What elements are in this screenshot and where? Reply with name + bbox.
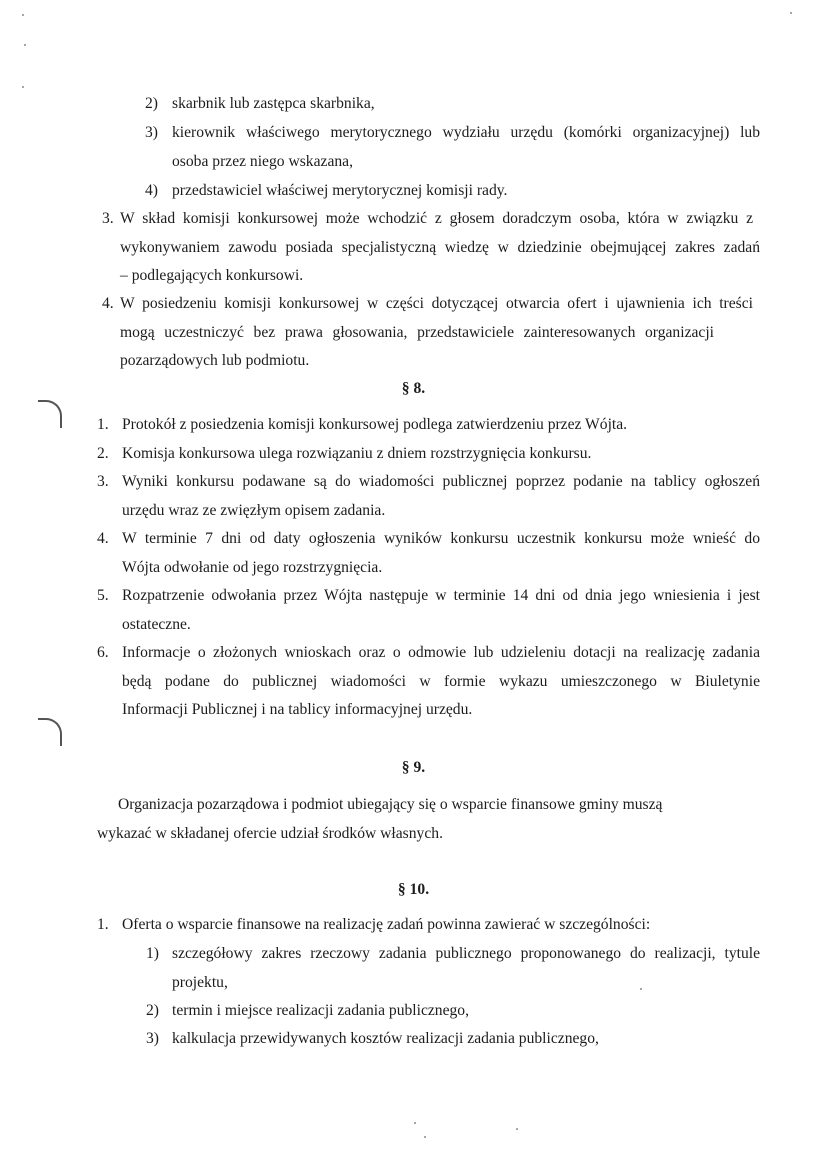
paragraph-text: Protokół z posiedzenia komisji konkursowej podlega zatwierdzeniu przez Wójta. (122, 416, 628, 433)
paragraph-text: Oferta o wsparcie finansowe na realizację zadań powinna zawierać w szczególności: (122, 916, 651, 933)
list-number: 2) (146, 1002, 159, 1019)
paragraph-text: urzędu wraz ze zwięzłym opisem zadania. (122, 502, 386, 519)
list-item-text: projektu, (172, 974, 228, 991)
scan-speck (640, 988, 642, 990)
list-item-text: kalkulacja przewidywanych kosztów realizacji zadania publicznego, (172, 1030, 599, 1047)
list-number: 4) (145, 182, 158, 199)
paragraph-number: 4. (102, 295, 114, 312)
section-heading: § 10. (397, 881, 430, 898)
list-number: 2) (145, 95, 158, 112)
paragraph-number: 3. (97, 473, 109, 490)
binder-hole-mark (38, 718, 62, 746)
paragraph-text: Wyniki konkursu podawane są do wiadomości publicznej poprzez podanie na tablicy ogłoszeń (122, 473, 760, 490)
paragraph-text: wykonywaniem zawodu posiada specjalistyczną wiedzę w dziedzinie obejmującej zakres zadań (120, 239, 760, 256)
paragraph-number: 2. (97, 445, 109, 462)
paragraph-text: W skład komisji konkursowej może wchodzić z głosem doradczym osoba, która w związku z (120, 210, 753, 227)
scan-speck (790, 12, 792, 14)
paragraph-number: 1. (97, 916, 109, 933)
scan-speck (24, 44, 26, 46)
list-item-text: osoba przez niego wskazana, (172, 153, 353, 170)
list-number: 1) (146, 945, 159, 962)
list-item-text: kierownik właściwego merytorycznego wydziału urzędu (komórki organizacyjnej) lub (172, 124, 760, 141)
binder-hole-mark (38, 400, 62, 428)
scan-speck (414, 1122, 416, 1124)
paragraph-number: 6. (97, 644, 109, 661)
paragraph-text: W terminie 7 dni od daty ogłoszenia wyników konkursu uczestnik konkursu może wnieść do (122, 530, 760, 547)
list-item-text: skarbnik lub zastępca skarbnika, (172, 95, 375, 112)
paragraph-text: W posiedzeniu komisji konkursowej w części dotyczącej otwarcia ofert i ujawnienia ich treści (120, 295, 753, 312)
paragraph-number: 5. (97, 587, 109, 604)
list-item-text: przedstawiciel właściwej merytorycznej komisji rady. (172, 182, 508, 199)
paragraph-text: mogą uczestniczyć bez prawa głosowania, przedstawiciele zainteresowanych organizacji (120, 324, 714, 341)
list-item-text: szczegółowy zakres rzeczowy zadania publicznego proponowanego do realizacji, tytule (172, 945, 760, 962)
paragraph-text: Informacje o złożonych wnioskach oraz o odmowie lub udzieleniu dotacji na realizację zadania (122, 644, 760, 661)
section-heading: § 8. (401, 380, 426, 397)
list-item-text: termin i miejsce realizacji zadania publicznego, (172, 1002, 470, 1019)
paragraph-text: Organizacja pozarządowa i podmiot ubiegający się o wsparcie finansowe gminy muszą (118, 796, 663, 813)
paragraph-text: pozarządowych lub podmiotu. (120, 352, 310, 369)
paragraph-text: wykazać w składanej ofercie udział środków własnych. (97, 825, 443, 842)
paragraph-text: ostateczne. (122, 616, 191, 633)
scan-speck (516, 1128, 518, 1130)
paragraph-text: Rozpatrzenie odwołania przez Wójta następuje w terminie 14 dni od dnia jego wniesienia i jest (122, 587, 760, 604)
paragraph-text: Wójta odwołanie od jego rozstrzygnięcia. (122, 559, 383, 576)
paragraph-text: Komisja konkursowa ulega rozwiązaniu z dniem rozstrzygnięcia konkursu. (122, 445, 592, 462)
scan-speck (424, 1136, 426, 1138)
scan-speck (22, 86, 24, 88)
scan-speck (22, 14, 24, 16)
paragraph-text: będą podane do publicznej wiadomości w formie wykazu umieszczonego w Biuletynie (122, 673, 760, 690)
paragraph-number: 3. (102, 210, 114, 227)
paragraph-text: – podlegających konkursowi. (120, 267, 304, 284)
list-number: 3) (145, 124, 158, 141)
paragraph-number: 1. (97, 416, 109, 433)
list-number: 3) (146, 1030, 159, 1047)
paragraph-text: Informacji Publicznej i na tablicy informacyjnej urzędu. (122, 701, 473, 718)
paragraph-number: 4. (97, 530, 109, 547)
section-heading: § 9. (401, 759, 426, 776)
